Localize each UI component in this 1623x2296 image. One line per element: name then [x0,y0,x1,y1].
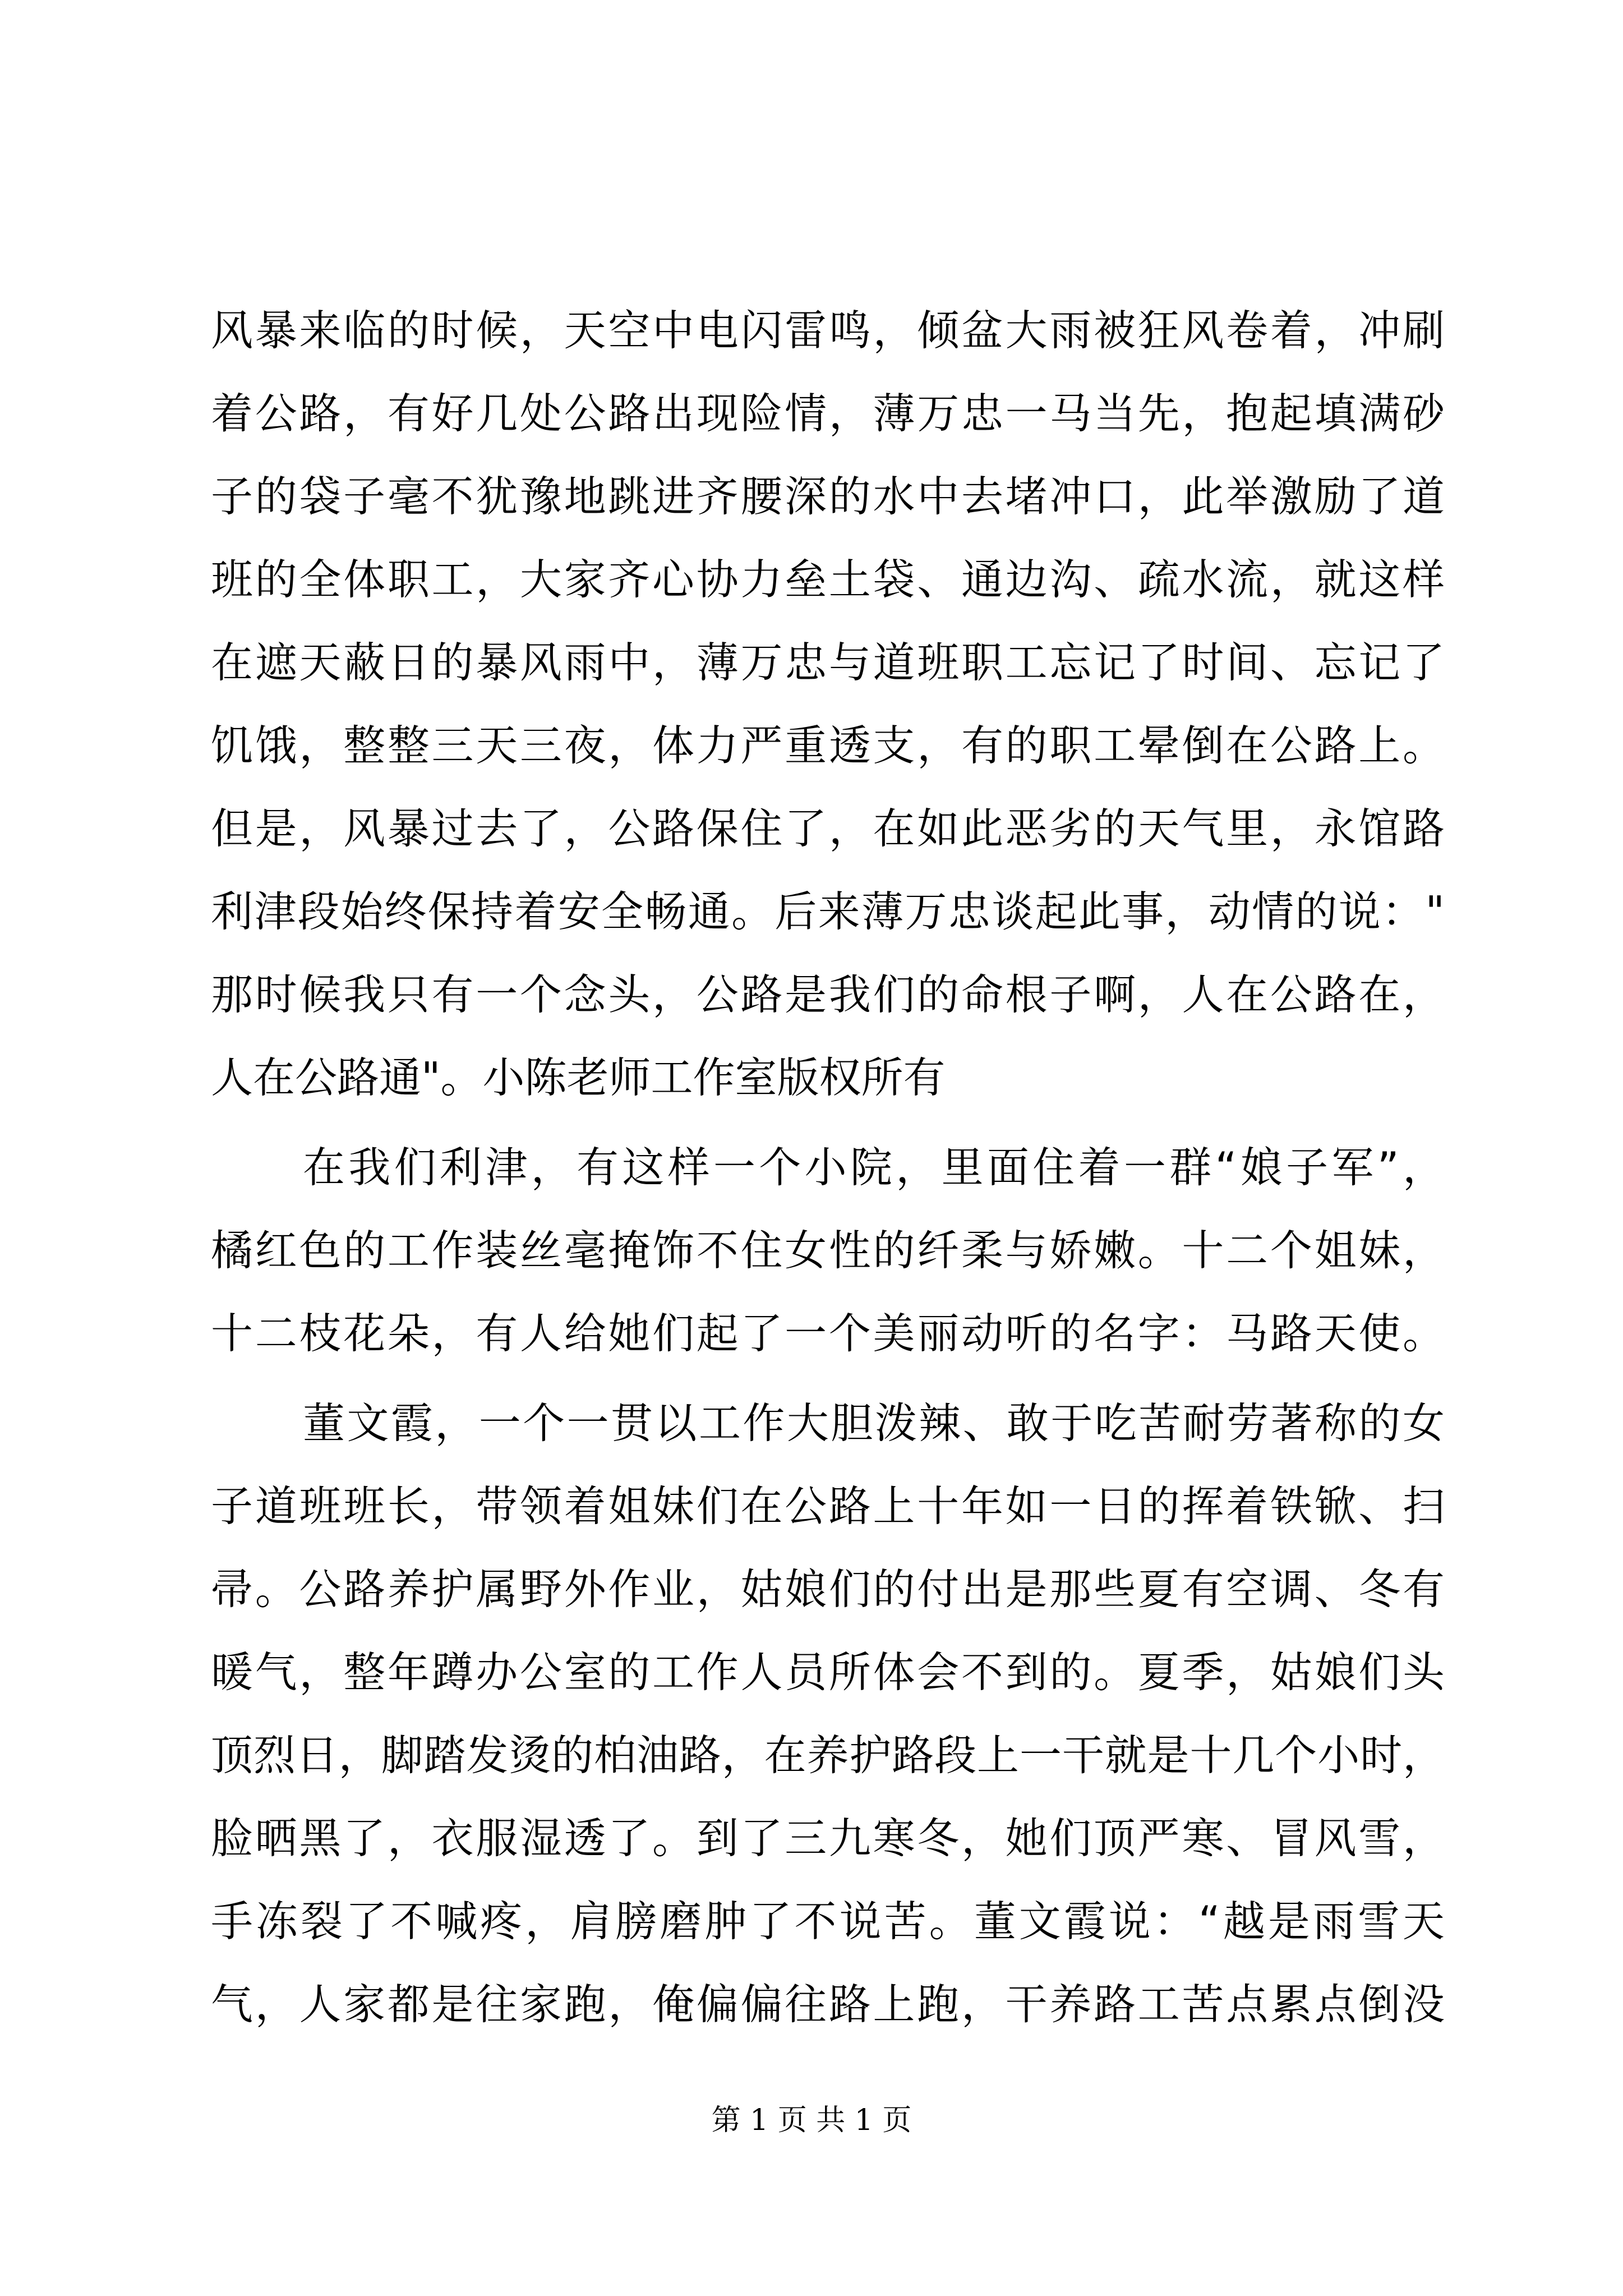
paragraph-line: 但是，风暴过去了，公路保住了，在如此恶劣的天气里，永馆路 [211,804,1445,853]
paragraph-line: 脸晒黑了，衣服湿透了。到了三九寒冬，她们顶严寒、冒风雪， [211,1814,1445,1863]
paragraph-line: 橘红色的工作装丝毫掩饰不住女性的纤柔与娇嫩。十二个姐妹， [211,1226,1445,1275]
paragraph-line: 在我们利津，有这样一个小院，里面住着一群“娘子军”， [303,1143,1445,1192]
paragraph-line: 在遮天蔽日的暴风雨中，薄万忠与道班职工忘记了时间、忘记了 [211,638,1445,687]
paragraph-line: 班的全体职工，大家齐心协力垒土袋、通边沟、疏水流，就这样 [211,555,1445,604]
paragraph-line: 董文霞，一个一贯以工作大胆泼辣、敢于吃苦耐劳著称的女 [303,1398,1445,1448]
page-number: 第 1 页 共 1 页 [711,2104,912,2137]
paragraph-line: 顶烈日，脚踏发烫的柏油路，在养护路段上一干就是十几个小时， [211,1731,1445,1780]
paragraph-line: 风暴来临的时候，天空中电闪雷鸣，倾盆大雨被狂风卷着，冲刷 [211,306,1445,355]
paragraph-line: 暖气，整年蹲办公室的工作人员所体会不到的。夏季，姑娘们头 [211,1648,1445,1697]
paragraph-gap [211,1375,1445,1382]
document-body [211,289,1445,2046]
paragraph-line: 人在公路通"。小陈老师工作室版权所有 [211,1053,946,1102]
paragraph-line: 十二枝花朵，有人给她们起了一个美丽动听的名字：马路天使。 [211,1309,1445,1358]
paragraph-line: 饥饿，整整三天三夜，体力严重透支，有的职工晕倒在公路上。 [211,721,1445,770]
page-footer [0,2101,1623,2140]
paragraph-line: 气，人家都是往家跑，俺偏偏往路上跑，干养路工苦点累点倒没 [211,1980,1445,2029]
paragraph-line: 那时候我只有一个念头，公路是我们的命根子啊，人在公路在， [211,970,1445,1019]
paragraph-line: 手冻裂了不喊疼，肩膀磨肿了不说苦。董文霞说：“越是雨雪天 [211,1897,1445,1946]
paragraph-line: 帚。公路养护属野外作业，姑娘们的付出是那些夏有空调、冬有 [211,1565,1445,1614]
paragraph-gap [211,1119,1445,1126]
paragraph-line: 子道班班长，带领着姐妹们在公路上十年如一日的挥着铁锨、扫 [211,1481,1445,1531]
paragraph-line: 子的袋子毫不犹豫地跳进齐腰深的水中去堵冲口，此举激励了道 [211,472,1445,521]
paragraph-line: 利津段始终保持着安全畅通。后来薄万忠谈起此事，动情的说：" [211,887,1445,936]
paragraph-line: 着公路，有好几处公路出现险情，薄万忠一马当先，抱起填满砂 [211,389,1445,438]
